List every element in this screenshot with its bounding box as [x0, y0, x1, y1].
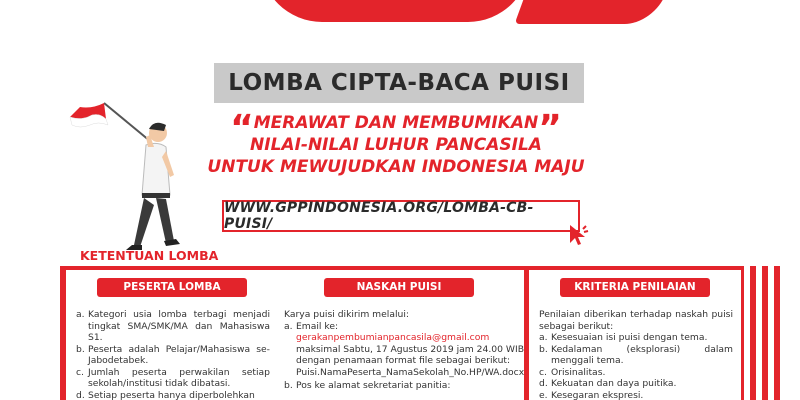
list-text: Kategori usia lomba terbagi menjadi tingkat SMA/SMK/MA dan Mahasiswa S1. [88, 309, 270, 343]
list-item [76, 390, 270, 400]
list-marker: c. [76, 366, 84, 378]
list-text: Email ke: [296, 320, 339, 332]
section-heading: KETENTUAN LOMBA [80, 248, 219, 263]
list-marker: d. [76, 389, 85, 400]
website-link[interactable] [222, 200, 580, 232]
filename-format: Puisi.NamaPeserta_NamaSekolah_No.HP/WA.docx [296, 366, 524, 378]
list-item [76, 367, 270, 390]
list-item [539, 344, 733, 367]
list-text: Kedalaman (eksplorasi) dalam menggali tema. [551, 343, 733, 366]
list-text: Kesesuaian isi puisi dengan tema. [551, 332, 708, 343]
list-marker: a. [284, 320, 293, 332]
title-banner [214, 63, 584, 103]
list-marker: a. [539, 332, 548, 343]
email-link[interactable]: gerakanpembumianpancasila@gmail.com [296, 332, 490, 343]
list-item [539, 332, 733, 344]
flag-bearer-illustration [62, 95, 187, 255]
kriteria-intro: Penilaian diberikan terhadap naskah puisi sebagai berikut: [539, 309, 733, 332]
list-marker: d. [539, 378, 548, 389]
close-quote-mark: ” [538, 108, 562, 149]
list-text: Jumlah peserta perwakilan setiap sekolah/institusi tidak dibatasi. [88, 366, 270, 389]
peserta-header: PESERTA LOMBA [97, 278, 247, 297]
website-url[interactable]: WWW.GPPINDONESIA.ORG/LOMBA-CB-PUISI/ [224, 200, 534, 232]
list-text: Pos ke alamat sekretariat panitia: [296, 380, 451, 391]
theme-quote [196, 108, 596, 178]
list-marker: b. [539, 343, 548, 355]
open-quote-mark: “ [230, 108, 254, 149]
list-item [76, 344, 270, 367]
decorative-stripes [744, 266, 800, 400]
list-marker: b. [76, 343, 85, 355]
list-text: Peserta adalah Pelajar/Mahasiswa se-Jabodetabek. [88, 343, 270, 366]
naskah-intro: Karya puisi dikirim melalui: [284, 309, 409, 320]
kriteria-column [529, 270, 741, 400]
list-item [539, 367, 733, 379]
top-decorative-shape [260, 0, 530, 22]
top-decorative-tail [515, 0, 666, 24]
list-item [539, 378, 733, 390]
kriteria-body [529, 297, 741, 400]
theme-line-2: NILAI-NILAI LUHUR PANCASILA [250, 135, 542, 155]
list-item [539, 390, 733, 400]
list-text: Kesegaran ekspresi. [551, 389, 644, 400]
deadline-text: maksimal Sabtu, 17 Agustus 2019 jam 24.00 WIB [296, 343, 524, 355]
naskah-body [274, 297, 524, 392]
list-text: Setiap peserta hanya diperbolehkan [88, 389, 255, 400]
theme-line-3: UNTUK MEWUJUDKAN INDONESIA MAJU [207, 157, 585, 177]
kriteria-header: KRITERIA PENILAIAN [560, 278, 710, 297]
hand-pointer-icon [566, 223, 590, 247]
email-row [284, 332, 524, 378]
format-note: dengan penamaan format file sebagai berikut: [296, 355, 511, 366]
theme-line-1-text: MERAWAT DAN MEMBUMIKAN [253, 113, 539, 133]
list-marker: e. [539, 389, 548, 400]
naskah-column [274, 270, 524, 400]
peserta-column [66, 270, 278, 400]
list-item [284, 380, 516, 392]
list-text: Orisinalitas. [551, 366, 606, 378]
peserta-list [66, 297, 278, 400]
stripe [750, 266, 756, 400]
naskah-header: NASKAH PUISI [324, 278, 474, 297]
list-marker: c. [539, 366, 547, 378]
list-text: Kekuatan dan daya puitika. [551, 378, 677, 389]
list-item [76, 309, 270, 344]
stripe [774, 266, 780, 400]
poster-title: LOMBA CIPTA-BACA PUISI [228, 70, 570, 96]
stripe [762, 266, 768, 400]
list-item [284, 321, 516, 333]
list-marker: b. [284, 380, 293, 391]
list-marker: a. [76, 309, 85, 320]
